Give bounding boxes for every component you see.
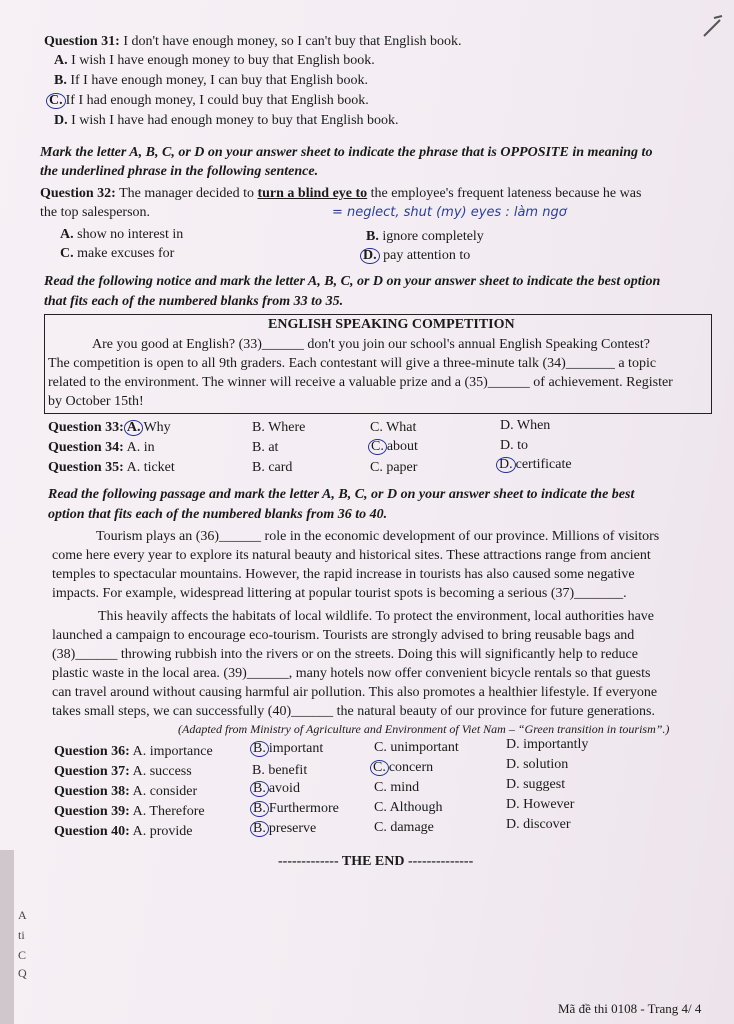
notice-title: ENGLISH SPEAKING COMPETITION [268,317,515,332]
passage-line: takes small steps, we can successfully (40)______ the natural beauty of our province for future generations. [52,704,655,719]
q38-option-c: C. mind [374,780,420,795]
underlined-phrase: turn a blind eye to [257,186,368,201]
q33-option-b: B. Where [252,420,306,435]
q32-stem-line2: the top salesperson. [40,205,151,220]
q39-option-d: D. However [506,797,575,812]
passage-line: This heavily affects the habitats of local wildlife. To protect the environment, local authorities have [98,609,654,624]
q33-option-d: D. When [500,418,551,433]
answer-circle-mark: B. [250,781,269,797]
q38-option-b: B. avoid [250,780,300,798]
q31-option-c: C. If I had enough money, I could buy that English book. [46,92,369,110]
q37-option-d: D. solution [506,757,569,772]
q35-option-b: B. card [252,460,293,475]
passage-line: impacts. For example, widespread littering at popular tourist spots is becoming a serious (37)_______. [52,586,627,601]
q36-option-b: B. important [250,740,323,758]
answer-circle-mark: C. [370,760,389,776]
q39-row: Question 39: A. Therefore [54,804,205,819]
instruction-opposite-line2: the underlined phrase in the following sentence. [40,164,319,179]
answer-circle-mark: C. [368,439,387,455]
q36-option-c: C. unimportant [374,740,459,755]
passage-line: launched a campaign to encourage eco-tourism. Tourists are strongly advised to bring reusable bags and [52,628,635,643]
answer-circle-mark: D. [496,457,516,473]
instruction-notice-line1: Read the following notice and mark the letter A, B, C, or D on your answer sheet to indicate the best option [44,274,661,289]
passage-line: come here every year to explore its natural beauty and historical sites. These attractions range from ancient [52,548,651,563]
answer-circle-mark: D. [360,248,380,264]
q31-option-d: D. I wish I have had enough money to buy that English book. [54,113,399,128]
q32-option-b: B. ignore completely [366,229,484,244]
instruction-notice-line2: that fits each of the numbered blanks from 33 to 35. [44,294,344,309]
q32-option-a: A. show no interest in [60,227,184,242]
passage-line: Tourism plays an (36)______ role in the economic development of our province. Millions of visitors [96,529,660,544]
handwritten-note: = neglect, shut (my) eyes : làm ngơ [332,205,567,220]
notice-line4: by October 15th! [48,394,144,409]
q39-option-b: B. Furthermore [250,800,339,818]
adjacent-page-edge [0,850,14,1024]
edge-fragment: ti [18,928,25,942]
the-end-marker: ------------- THE END -------------- [278,854,474,869]
instruction-passage-line1: Read the following passage and mark the letter A, B, C, or D on your answer sheet to indicate the best [48,487,635,502]
edge-fragment: C [18,948,27,962]
passage-line: plastic waste in the local area. (39)______, many hotels now offer convenient bicycle rentals so that guests [52,666,651,681]
q40-row: Question 40: A. provide [54,824,193,839]
passage-line: (38)______ throwing rubbish into the rivers or on the streets. Doing this will significantly help to reduce [52,647,638,662]
q40-option-d: D. discover [506,817,571,832]
q34-row: Question 34: A. in [48,440,155,455]
q34-option-c: C. about [368,438,418,456]
answer-circle-mark: C. [46,93,66,109]
notice-line2: The competition is open to all 9th graders. Each contestant will give a three-minute talk (34)_______ a topic [48,356,657,371]
edge-fragment: A [18,908,27,922]
q37-option-b: B. benefit [252,763,308,778]
pen-mark-icon [700,14,726,40]
q35-option-c: C. paper [370,460,418,475]
q34-option-b: B. at [252,440,279,455]
answer-circle-mark: A. [124,420,144,436]
q38-option-d: D. suggest [506,777,566,792]
q37-row: Question 37: A. success [54,764,192,779]
edge-fragment: Q [18,966,27,980]
answer-circle-mark: B. [250,801,269,817]
q33-row: Question 33: A. Why [48,420,171,435]
q32-option-c: C. make excuses for [60,246,175,261]
q35-option-d: D. certificate [496,456,572,474]
q40-option-b: B. preserve [250,820,316,838]
answer-circle-mark: B. [250,821,269,837]
instruction-passage-line2: option that fits each of the numbered blanks from 36 to 40. [48,507,388,522]
notice-line1: Are you good at English? (33)______ don't you join our school's annual English Speaking Contest? [92,337,650,352]
q32-stem: Question 32: The manager decided to turn a blind eye to the employee's frequent lateness because he was [40,186,642,201]
page-footer: Mã đề thi 0108 - Trang 4/ 4 [558,1001,702,1016]
q39-option-c: C. Although [374,800,443,815]
instruction-opposite-line1: Mark the letter A, B, C, or D on your answer sheet to indicate the phrase that is OPPOSITE in meaning to [40,145,653,160]
q38-row: Question 38: A. consider [54,784,198,799]
q31-option-a: A. I wish I have enough money to buy that English book. [54,53,375,68]
q31-stem: Question 31: I don't have enough money, so I can't buy that English book. [44,34,462,49]
answer-circle-mark: B. [250,741,269,757]
q34-option-d: D. to [500,438,528,453]
q33-option-c: C. What [370,420,417,435]
q36-option-d: D. importantly [506,737,589,752]
q37-option-c: C. concern [370,759,433,777]
passage-source: (Adapted from Ministry of Agriculture and Environment of Viet Nam – “Green transition in tourism”.) [178,722,670,736]
notice-line3: related to the environment. The winner will receive a valuable prize and a (35)______ of achievement. Register [48,375,673,390]
q32-option-d: D. pay attention to [360,247,470,265]
passage-line: temples to spectacular mountains. However, the rapid increase in tourists has also caused some negative [52,567,635,582]
q35-row: Question 35: A. ticket [48,460,175,475]
q36-row: Question 36: A. importance [54,744,213,759]
passage-line: can travel around without causing harmful air pollution. This also promotes a healthier lifestyle. If everyone [52,685,658,700]
q31-option-b: B. If I have enough money, I can buy that English book. [54,73,369,88]
q40-option-c: C. damage [374,820,434,835]
